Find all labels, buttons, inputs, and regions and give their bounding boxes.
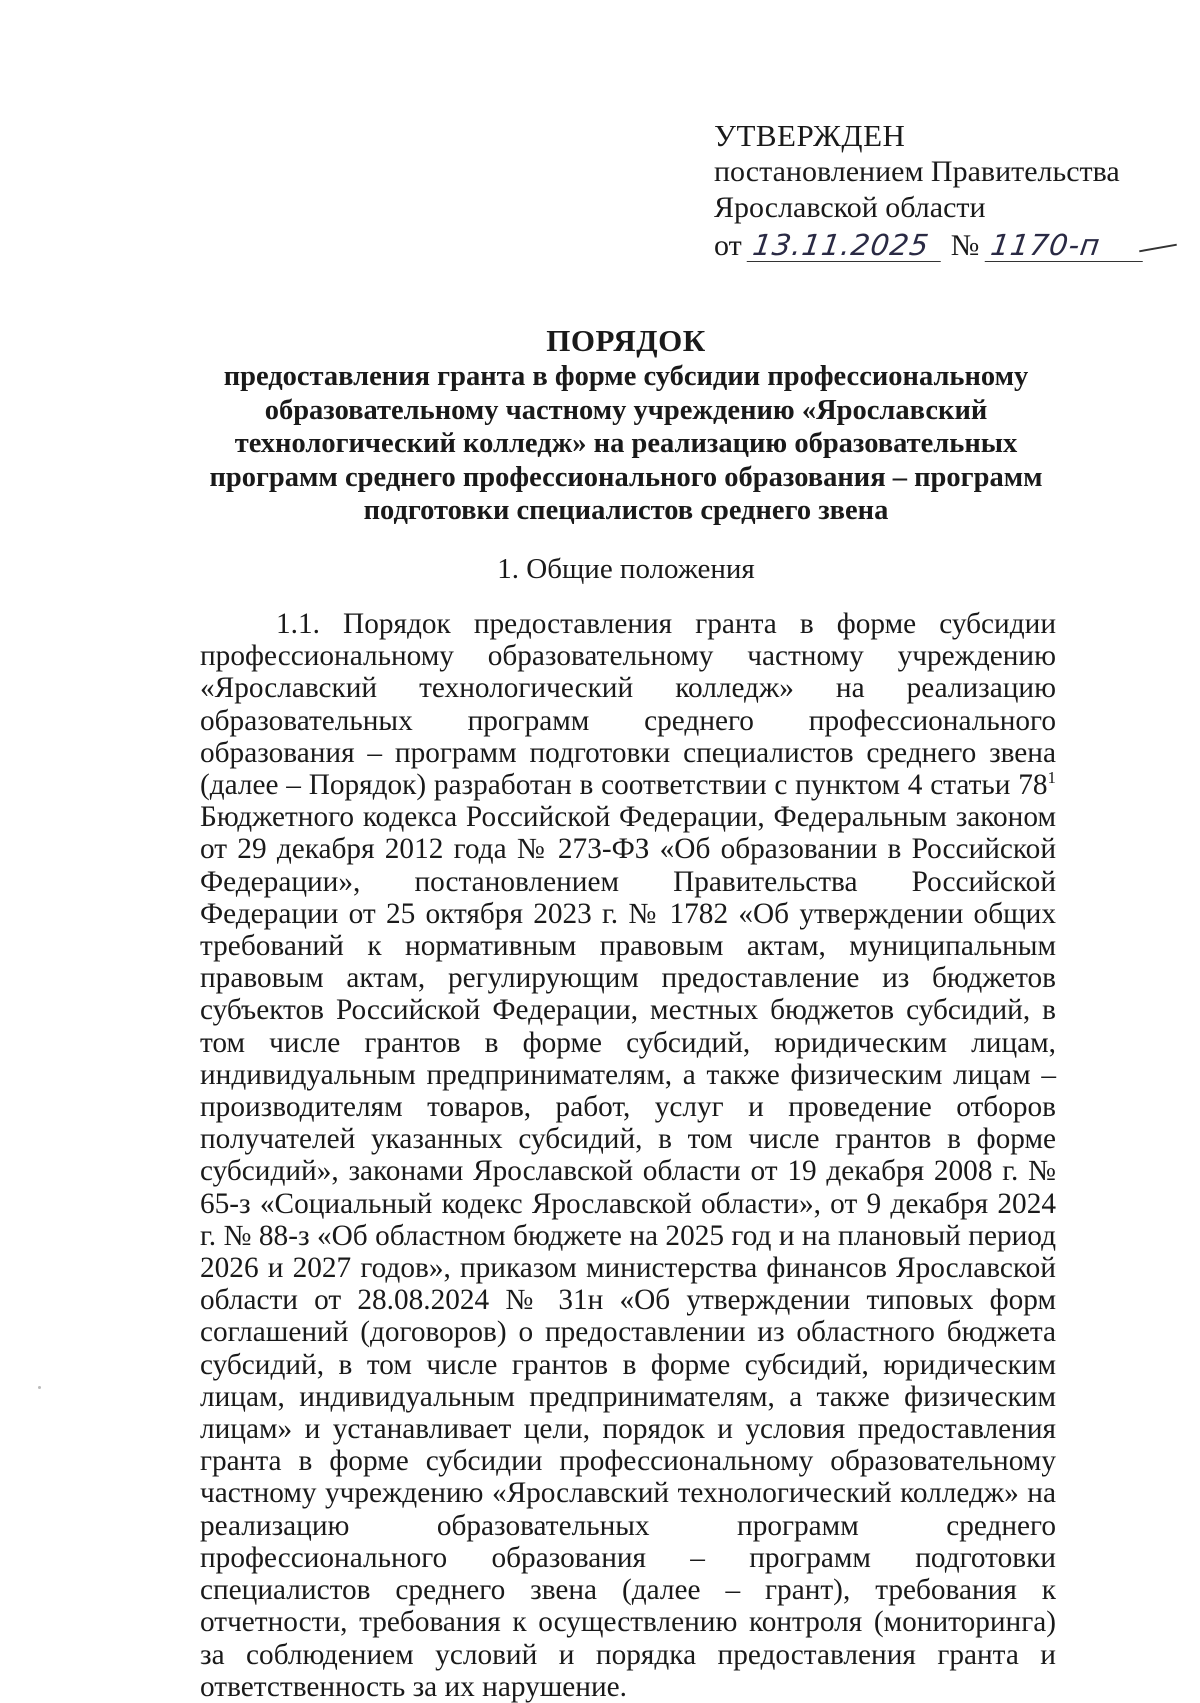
paragraph-1-1 — [200, 608, 1056, 1703]
approval-date-line — [714, 228, 1154, 264]
handwritten-date: 13.11.2025 — [747, 229, 946, 262]
scan-speck — [38, 1386, 41, 1389]
approval-line-1: постановлением Правительства — [714, 155, 1120, 188]
number-prefix: № — [950, 229, 980, 262]
paragraph-text-part-2: Бюджетного кодекса Российской Федерации, Федеральным законом от 29 декабря 2012 года № 273-ФЗ «Об образовании в Российской Федерации», постановлением Правительства Российской Федерации от 25 октября 2023 г. № 1782 «Об утверждении общих требований к нормативным правовым актам, муниципальным правовым актам, регулирующим предоставление из бюджетов субъектов Российской Федерации, местных бюджетов субсидий, в том числе грантов в форме субсидий, юридическим лицам, индивидуальным предпринимателям, а также физическим лицам – производителям товаров, работ, услуг и проведение отборов получателей указанных субсидий, в том числе грантов в форме субсидий», законами Ярославской области от 19 декабря 2008 г. № 65-з «Социальный кодекс Ярославской области», от 9 декабря 2024 г. № 88-з «Об областном бюджете на 2025 год и на плановый период 2026 и 2027 годов», приказом министерства финансов Ярославской области от 28.08.2024 № 31н «Об утверждении типовых форм соглашений (договоров) о предоставлении из областного бюджета субсидий, в том числе грантов в форме субсидий, юридическим лицам, индивидуальным предпринимателям, а также физическим лицам» и устанавливает цели, порядок и условия предоставления гранта в форме субсидии профессиональному образовательному частному учреждению «Ярославский технологический колледж» на реализацию образовательных программ среднего профессионального образования – программ подготовки специалистов среднего звена (далее – грант), требования к отчетности, требования к осуществлению контроля (мониторинга) за соблюдением условий и порядка предоставления гранта и ответственность за их нарушение. — [200, 801, 1056, 1703]
paragraph-text-part-1: 1.1. Порядок предоставления гранта в форме субсидии профессиональному образовательному частному учреждению «Ярославский технологический колледж» на реализацию образовательных программ среднего профессионального образования – программ подготовки специалистов среднего звена (далее – Порядок) разработан в соответствии с пунктом 4 статьи 78 — [200, 608, 1056, 802]
document-title: ПОРЯДОК — [546, 323, 706, 358]
approval-heading: УТВЕРЖДЕН — [714, 118, 906, 153]
section-heading: 1. Общие положения — [497, 553, 755, 585]
approval-line-2: Ярославской области — [714, 191, 986, 224]
approval-block — [714, 118, 1154, 264]
handwritten-number: 1170-п — [985, 229, 1148, 262]
document-subtitle: предоставления гранта в форме субсидии профессиональному образовательному частному учреждению «Ярославский технологический колледж» на реализацию образовательных программ среднего профессионального образования – программ подготовки специалистов среднего звена — [209, 361, 1043, 526]
footnote-superscript: 1 — [1047, 768, 1056, 788]
document-title-block — [196, 322, 1056, 528]
date-prefix: от — [714, 229, 742, 262]
